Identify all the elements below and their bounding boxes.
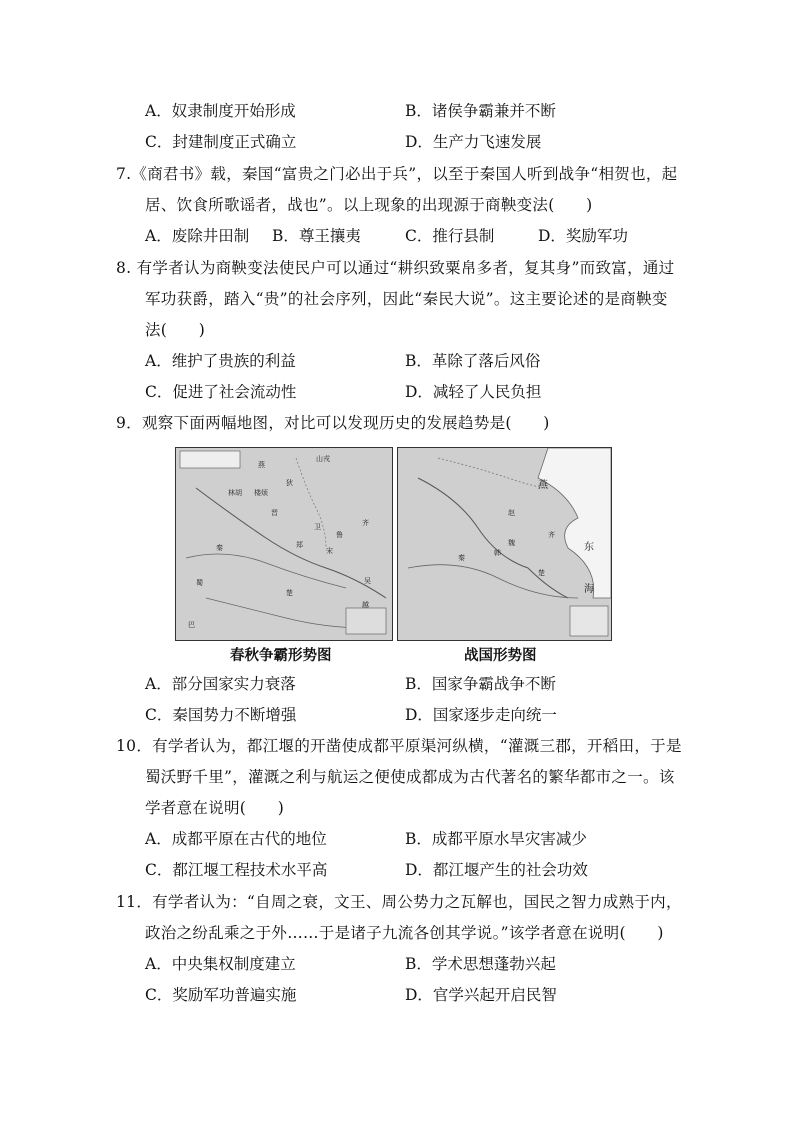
map2-label: 楚 [538,569,545,577]
q11-stem-line1: 11．有学者认为：“自周之衰，文王、周公势力之瓦解也，国民之智力成熟于内， [116,893,682,911]
map1-label: 鲁 [336,531,343,539]
q8-option-b: B．革除了落后风俗 [405,352,541,370]
map1-label: 楚 [286,589,293,597]
map2-label: 赵 [508,509,515,517]
q9-option-c: C．秦国势力不断增强 [145,706,297,724]
map1-label: 山戎 [316,455,330,463]
q10-stem-line2: 蜀沃野千里”，灌溉之利与航运之便使成都成为古代著名的繁华都市之一。该 [145,768,675,786]
map2-caption: 战国形势图 [464,648,537,664]
map2-label: 秦 [458,554,465,562]
q6-option-a: A．奴隶制度开始形成 [145,102,296,120]
q6-option-d: D．生产力飞速发展 [405,133,542,151]
q11-option-b: B．学术思想蓬勃兴起 [405,955,556,973]
q10-stem-line1: 10．有学者认为，都江堰的开凿使成都平原渠河纵横，“灌溉三郡，开稻田，于是 [116,737,682,755]
q9-stem-line1: 9．观察下面两幅地图，对比可以发现历史的发展趋势是( ) [116,414,550,432]
q11-option-d: D．官学兴起开启民智 [405,986,557,1004]
map1-label: 巴 [188,621,195,629]
map2-label: 东 [584,542,594,553]
map1-label: 宋 [326,547,333,555]
map2-label: 燕 [538,480,548,491]
map1-label: 吴 [364,577,371,585]
q7-option-c: C．推行县制 [405,227,495,245]
q9-option-d: D．国家逐步走向统一 [405,706,557,724]
spring-autumn-map [175,447,393,641]
q8-stem-line1: 8. 有学者认为商鞅变法使民户可以通过“耕织致粟帛多者，复其身”而致富，通过 [116,259,675,277]
map1-label: 齐 [362,519,369,527]
map2-label: 齐 [548,531,555,539]
map1-label: 林胡 [228,489,242,497]
q8-option-a: A．维护了贵族的利益 [145,352,296,370]
warring-states-map-drawing [398,448,611,640]
q10-stem-line3: 学者意在说明( ) [145,799,285,817]
q6-option-b: B．诸侯争霸兼并不断 [405,102,556,120]
map2-label: 韩 [494,549,501,557]
q9-option-b: B．国家争霸战争不断 [405,675,556,693]
q7-stem-line1: 7.《商君书》载，秦国“富贵之门必出于兵”，以至于秦国人听到战争“相贺也，起 [116,165,678,183]
map2-label: 魏 [508,539,515,547]
map1-label: 楼烦 [254,489,268,497]
q8-stem-line2: 军功获爵，踏入“贵”的社会序列，因此“秦民大说”。这主要论述的是商鞅变 [145,290,668,308]
q11-option-c: C．奖励军功普遍实施 [145,986,297,1004]
map1-caption: 春秋争霸形势图 [230,648,332,664]
q7-option-a: A．废除井田制 [145,227,250,245]
q11-stem-line2: 政治之纷乱乘之于外……于是诸子九流各创其学说。”该学者意在说明( ) [145,924,664,942]
warring-states-map [397,447,612,641]
q11-option-a: A．中央集权制度建立 [145,955,296,973]
q9-option-a: A．部分国家实力衰落 [145,675,296,693]
q10-option-c: C．都江堰工程技术水平高 [145,861,328,879]
map1-label: 狄 [286,479,293,487]
q10-option-d: D．都江堰产生的社会功效 [405,861,588,879]
spring-autumn-map-drawing [176,448,392,640]
map1-label: 秦 [216,544,223,552]
q10-option-a: A．成都平原在古代的地位 [145,830,327,848]
q8-option-d: D．减轻了人民负担 [405,383,542,401]
map1-label: 卫 [314,523,321,531]
q7-option-d: D．奖励军功 [538,227,628,245]
map2-label: 海 [584,584,594,595]
q10-option-b: B．成都平原水旱灾害减少 [405,830,587,848]
q7-option-b: B．尊王攘夷 [272,227,361,245]
map1-label: 越 [362,601,369,609]
q8-option-c: C．促进了社会流动性 [145,383,297,401]
q7-stem-line2: 居、饮食所歌谣者，战也”。以上现象的出现源于商鞅变法( ) [145,196,593,214]
q6-option-c: C．封建制度正式确立 [145,133,297,151]
map1-label: 郑 [296,541,303,549]
map1-label: 蜀 [196,579,203,587]
q8-stem-line3: 法( ) [145,321,206,339]
map1-label: 燕 [258,461,265,469]
map1-label: 晋 [271,509,278,517]
